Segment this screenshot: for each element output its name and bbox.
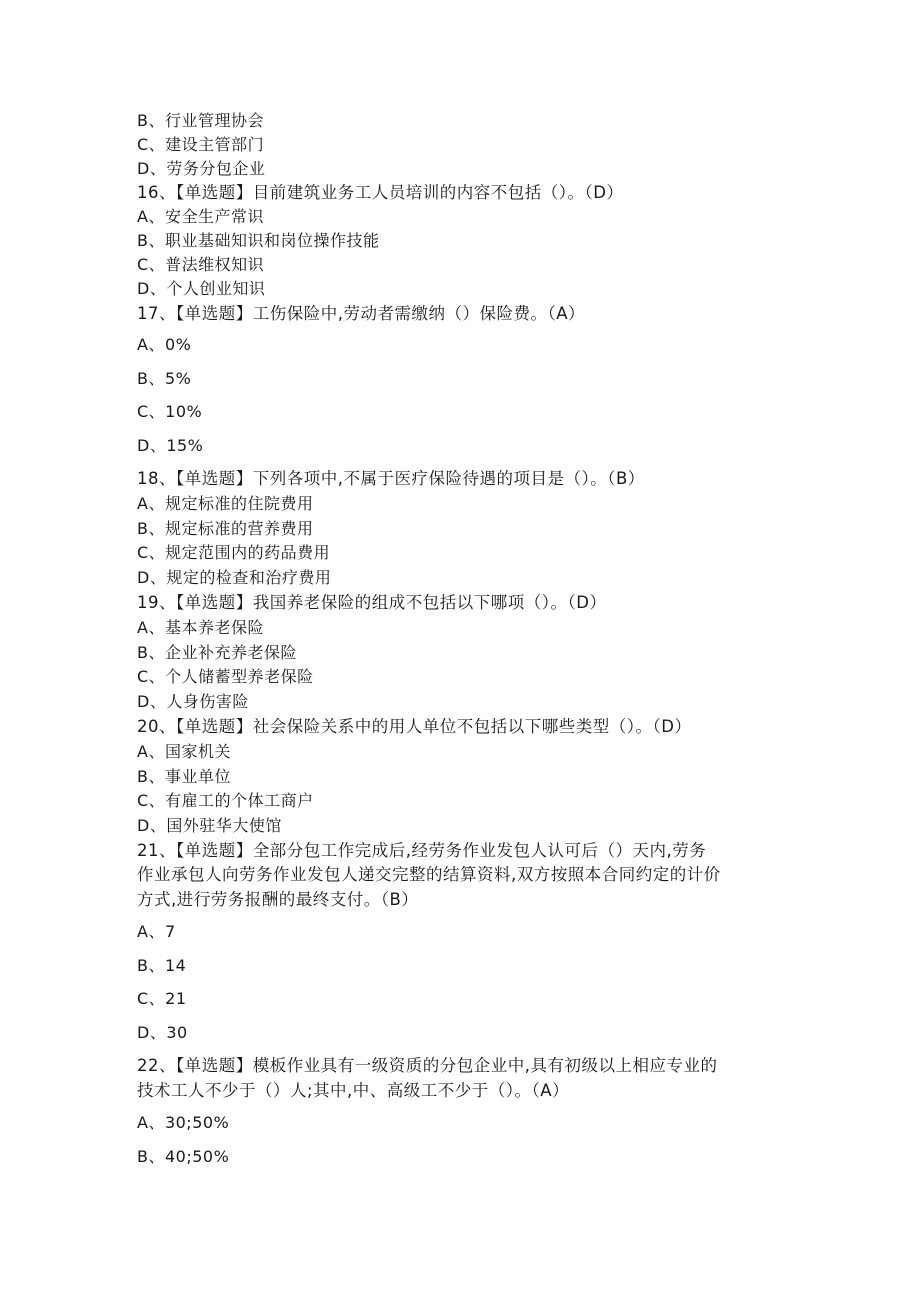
option-line: D、国外驻华大使馆: [137, 816, 282, 835]
option-line: A、基本养老保险: [137, 618, 264, 637]
option-line: C、建设主管部门: [137, 135, 265, 154]
option-line: D、规定的检查和治疗费用: [137, 568, 332, 587]
question-line: 16、【单选题】目前建筑业务工人员培训的内容不包括（）。（D）: [137, 183, 624, 202]
question-line: 方式,进行劳务报酬的最终支付。（B）: [137, 890, 419, 909]
option-line: D、人身伤害险: [137, 692, 249, 711]
option-line: C、个人储蓄型养老保险: [137, 667, 314, 686]
option-line: A、规定标准的住院费用: [137, 494, 314, 513]
question-line: 18、【单选题】下列各项中,不属于医疗保险待遇的项目是（）。（B）: [137, 469, 645, 488]
option-line: B、5%: [137, 369, 192, 388]
question-line: 21、【单选题】全部分包工作完成后,经劳务作业发包人认可后（）天内,劳务: [137, 841, 707, 860]
option-line: A、国家机关: [137, 742, 231, 761]
option-line: D、劳务分包企业: [137, 159, 266, 178]
option-line: C、10%: [137, 402, 203, 421]
option-line: D、个人创业知识: [137, 279, 266, 298]
option-line: B、职业基础知识和岗位操作技能: [137, 231, 380, 250]
option-line: A、30;50%: [137, 1113, 230, 1132]
option-line: B、行业管理协会: [137, 111, 264, 130]
option-line: B、40;50%: [137, 1147, 230, 1166]
question-line: 22、【单选题】模板作业具有一级资质的分包企业中,具有初级以上相应专业的: [137, 1056, 718, 1075]
option-line: A、安全生产常识: [137, 207, 264, 226]
option-line: A、7: [137, 922, 176, 941]
option-line: C、21: [137, 989, 187, 1008]
option-line: C、规定范围内的药品费用: [137, 543, 331, 562]
option-line: D、15%: [137, 436, 204, 455]
question-line: 17、【单选题】工伤保险中,劳动者需缴纳（）保险费。（A）: [137, 304, 586, 323]
option-line: A、0%: [137, 335, 192, 354]
option-line: B、规定标准的营养费用: [137, 519, 314, 538]
question-line: 19、【单选题】我国养老保险的组成不包括以下哪项（）。（D）: [137, 593, 607, 612]
option-line: D、30: [137, 1023, 188, 1042]
option-line: B、企业补充养老保险: [137, 643, 297, 662]
question-line: 20、【单选题】社会保险关系中的用人单位不包括以下哪些类型（）。（D）: [137, 717, 692, 736]
question-line: 作业承包人向劳务作业发包人递交完整的结算资料,双方按照本合同约定的计价: [137, 865, 721, 884]
option-line: C、有雇工的个体工商户: [137, 791, 314, 810]
question-line: 技术工人不少于（）人;其中,中、高级工不少于（）。（A）: [137, 1081, 570, 1100]
option-line: B、14: [137, 956, 187, 975]
option-line: C、普法维权知识: [137, 255, 265, 274]
option-line: B、事业单位: [137, 767, 231, 786]
